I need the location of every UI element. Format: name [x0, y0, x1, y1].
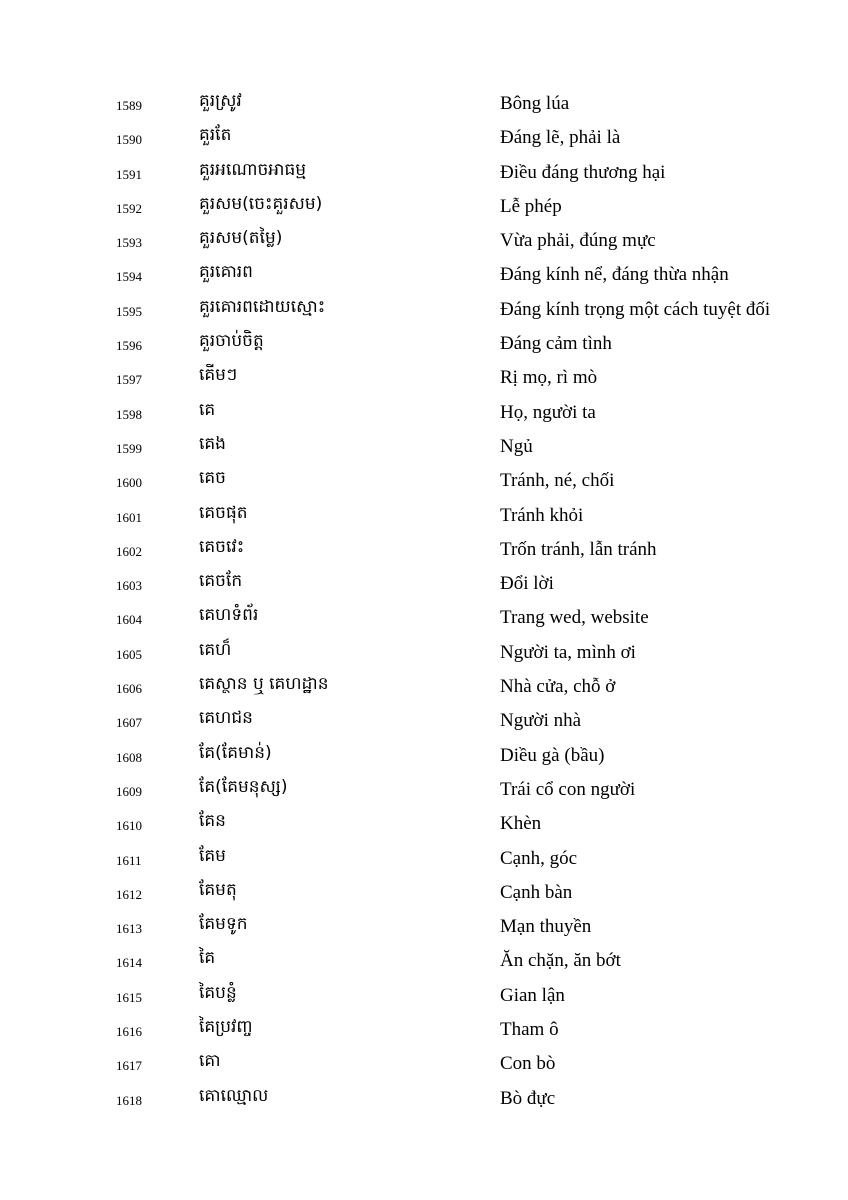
dictionary-entry	[0, 943, 848, 977]
vietnamese-meaning: Con bò	[500, 1053, 556, 1075]
vietnamese-meaning: Gian lận	[500, 984, 565, 1006]
entry-number: 1612	[116, 886, 142, 902]
entry-number: 1606	[116, 681, 142, 697]
vietnamese-meaning: Người ta, mình ơi	[500, 641, 636, 663]
dictionary-entry	[0, 326, 848, 360]
entry-number: 1600	[116, 475, 142, 491]
entry-number: 1599	[116, 440, 142, 456]
vietnamese-meaning: Trốn tránh, lẫn tránh	[500, 538, 657, 560]
khmer-term: គែម	[199, 845, 226, 866]
dictionary-entry	[0, 1081, 848, 1115]
dictionary-entry	[0, 875, 848, 909]
vietnamese-meaning: Cạnh bàn	[500, 881, 573, 903]
dictionary-entry-list	[0, 86, 848, 1115]
dictionary-entry	[0, 978, 848, 1012]
entry-number: 1617	[116, 1058, 142, 1074]
vietnamese-meaning: Tránh khỏi	[500, 504, 584, 526]
khmer-term: គែមទូក	[199, 914, 248, 935]
entry-number: 1592	[116, 200, 142, 216]
vietnamese-meaning: Mạn thuyền	[500, 916, 592, 938]
khmer-term: គួរស្រូវ	[199, 91, 242, 111]
entry-number: 1598	[116, 406, 142, 422]
vietnamese-meaning: Người nhà	[500, 710, 582, 732]
khmer-term: គេស្ថាន ឬ គេហដ្ឋាន	[199, 674, 329, 695]
dictionary-entry	[0, 532, 848, 566]
vietnamese-meaning: Khèn	[500, 813, 542, 835]
vietnamese-meaning: Trang wed, website	[500, 607, 649, 629]
vietnamese-meaning: Vừa phải, đúng mực	[500, 230, 656, 252]
dictionary-entry	[0, 189, 848, 223]
vietnamese-meaning: Đáng cảm tình	[500, 333, 612, 355]
dictionary-entry	[0, 292, 848, 326]
dictionary-entry	[0, 566, 848, 600]
vietnamese-meaning: Trái cổ con người	[500, 778, 636, 800]
vietnamese-meaning: Bò đực	[500, 1087, 556, 1109]
vietnamese-meaning: Đổi lời	[500, 573, 554, 595]
vietnamese-meaning: Đáng kính nể, đáng thừa nhận	[500, 264, 729, 286]
khmer-term: គោឈ្មោល	[199, 1085, 269, 1106]
dictionary-entry	[0, 395, 848, 429]
vietnamese-meaning: Điều đáng thương hại	[500, 161, 666, 183]
dictionary-entry	[0, 1046, 848, 1080]
entry-number: 1605	[116, 646, 142, 662]
khmer-term: គែន	[199, 811, 226, 832]
entry-number: 1594	[116, 269, 142, 285]
entry-number: 1618	[116, 1092, 142, 1108]
khmer-term: គើមៗ	[199, 365, 238, 386]
khmer-term: គែមតុ	[199, 879, 237, 900]
dictionary-entry	[0, 669, 848, 703]
dictionary-entry	[0, 86, 848, 120]
entry-number: 1609	[116, 783, 142, 799]
dictionary-entry	[0, 772, 848, 806]
dictionary-entry	[0, 635, 848, 669]
dictionary-entry	[0, 360, 848, 394]
khmer-term: គេចវេះ	[199, 536, 245, 557]
entry-number: 1602	[116, 543, 142, 559]
dictionary-entry	[0, 806, 848, 840]
entry-number: 1591	[116, 166, 142, 182]
vietnamese-meaning: Tham ô	[500, 1019, 559, 1041]
dictionary-entry	[0, 909, 848, 943]
khmer-term: គេ	[199, 399, 216, 420]
dictionary-entry	[0, 600, 848, 634]
khmer-term: គេហ៏	[199, 639, 232, 660]
entry-number: 1595	[116, 303, 142, 319]
entry-number: 1616	[116, 1024, 142, 1040]
khmer-term: គួរគោរពដោយស្មោះ	[199, 296, 326, 317]
vietnamese-meaning: Rị mọ, rì mò	[500, 367, 598, 389]
vietnamese-meaning: Ăn chặn, ăn bớt	[500, 950, 621, 972]
entry-number: 1593	[116, 235, 142, 251]
entry-number: 1603	[116, 578, 142, 594]
dictionary-entry	[0, 841, 848, 875]
entry-number: 1608	[116, 749, 142, 765]
entry-number: 1601	[116, 509, 142, 525]
vietnamese-meaning: Nhà cửa, chỗ ở	[500, 676, 616, 698]
dictionary-entry	[0, 120, 848, 154]
vietnamese-meaning: Lễ phép	[500, 195, 562, 217]
vietnamese-meaning: Đáng lẽ, phải là	[500, 127, 621, 149]
dictionary-entry	[0, 703, 848, 737]
dictionary-entry	[0, 463, 848, 497]
dictionary-entry	[0, 257, 848, 291]
dictionary-entry	[0, 1012, 848, 1046]
khmer-term: គួរអណោចអាធម្ម	[199, 159, 307, 180]
entry-number: 1596	[116, 338, 142, 354]
khmer-term: គួរចាប់ចិត្ត	[199, 331, 264, 352]
dictionary-entry	[0, 223, 848, 257]
vietnamese-meaning: Ngủ	[500, 435, 533, 457]
vietnamese-meaning: Họ, người ta	[500, 401, 596, 423]
vietnamese-meaning: Đáng kính trọng một cách tuyệt đối	[500, 298, 771, 320]
vietnamese-meaning: Cạnh, góc	[500, 847, 578, 869]
khmer-term: គេច	[199, 468, 226, 489]
khmer-term: គេចកែ	[199, 571, 243, 592]
dictionary-entry	[0, 429, 848, 463]
entry-number: 1613	[116, 921, 142, 937]
vietnamese-meaning: Tránh, né, chối	[500, 470, 615, 492]
dictionary-entry	[0, 498, 848, 532]
khmer-term: គែ(គែមនុស្ស)	[199, 776, 288, 797]
khmer-term: គេហទំព័រ	[199, 605, 259, 626]
entry-number: 1615	[116, 989, 142, 1005]
vietnamese-meaning: Bông lúa	[500, 93, 570, 114]
khmer-term: គោ	[199, 1051, 221, 1072]
dictionary-entry	[0, 155, 848, 189]
entry-number: 1607	[116, 715, 142, 731]
khmer-term: គែ(គែមាន់)	[199, 742, 272, 763]
khmer-term: គួរសម(ចេះគួរសម)	[199, 193, 323, 214]
entry-number: 1610	[116, 818, 142, 834]
khmer-term: គួរតែ	[199, 125, 232, 146]
dictionary-entry	[0, 738, 848, 772]
khmer-term: គៃប្រវញ្ច	[199, 1017, 253, 1038]
khmer-term: គៃ	[199, 948, 216, 969]
khmer-term: គួរគោរព	[199, 262, 253, 283]
entry-number: 1611	[116, 852, 142, 868]
entry-number: 1597	[116, 372, 142, 388]
entry-number: 1614	[116, 955, 142, 971]
vietnamese-meaning: Diều gà (bầu)	[500, 744, 605, 766]
khmer-term: គេង	[199, 433, 226, 454]
entry-number: 1589	[116, 98, 142, 113]
khmer-term: គេចផុត	[199, 502, 248, 523]
entry-number: 1604	[116, 612, 142, 628]
khmer-term: គួរសម(តម្លៃ)	[199, 228, 283, 249]
entry-number: 1590	[116, 132, 142, 148]
khmer-term: គេហជន	[199, 708, 253, 729]
khmer-term: គៃបន្លំ	[199, 982, 237, 1003]
